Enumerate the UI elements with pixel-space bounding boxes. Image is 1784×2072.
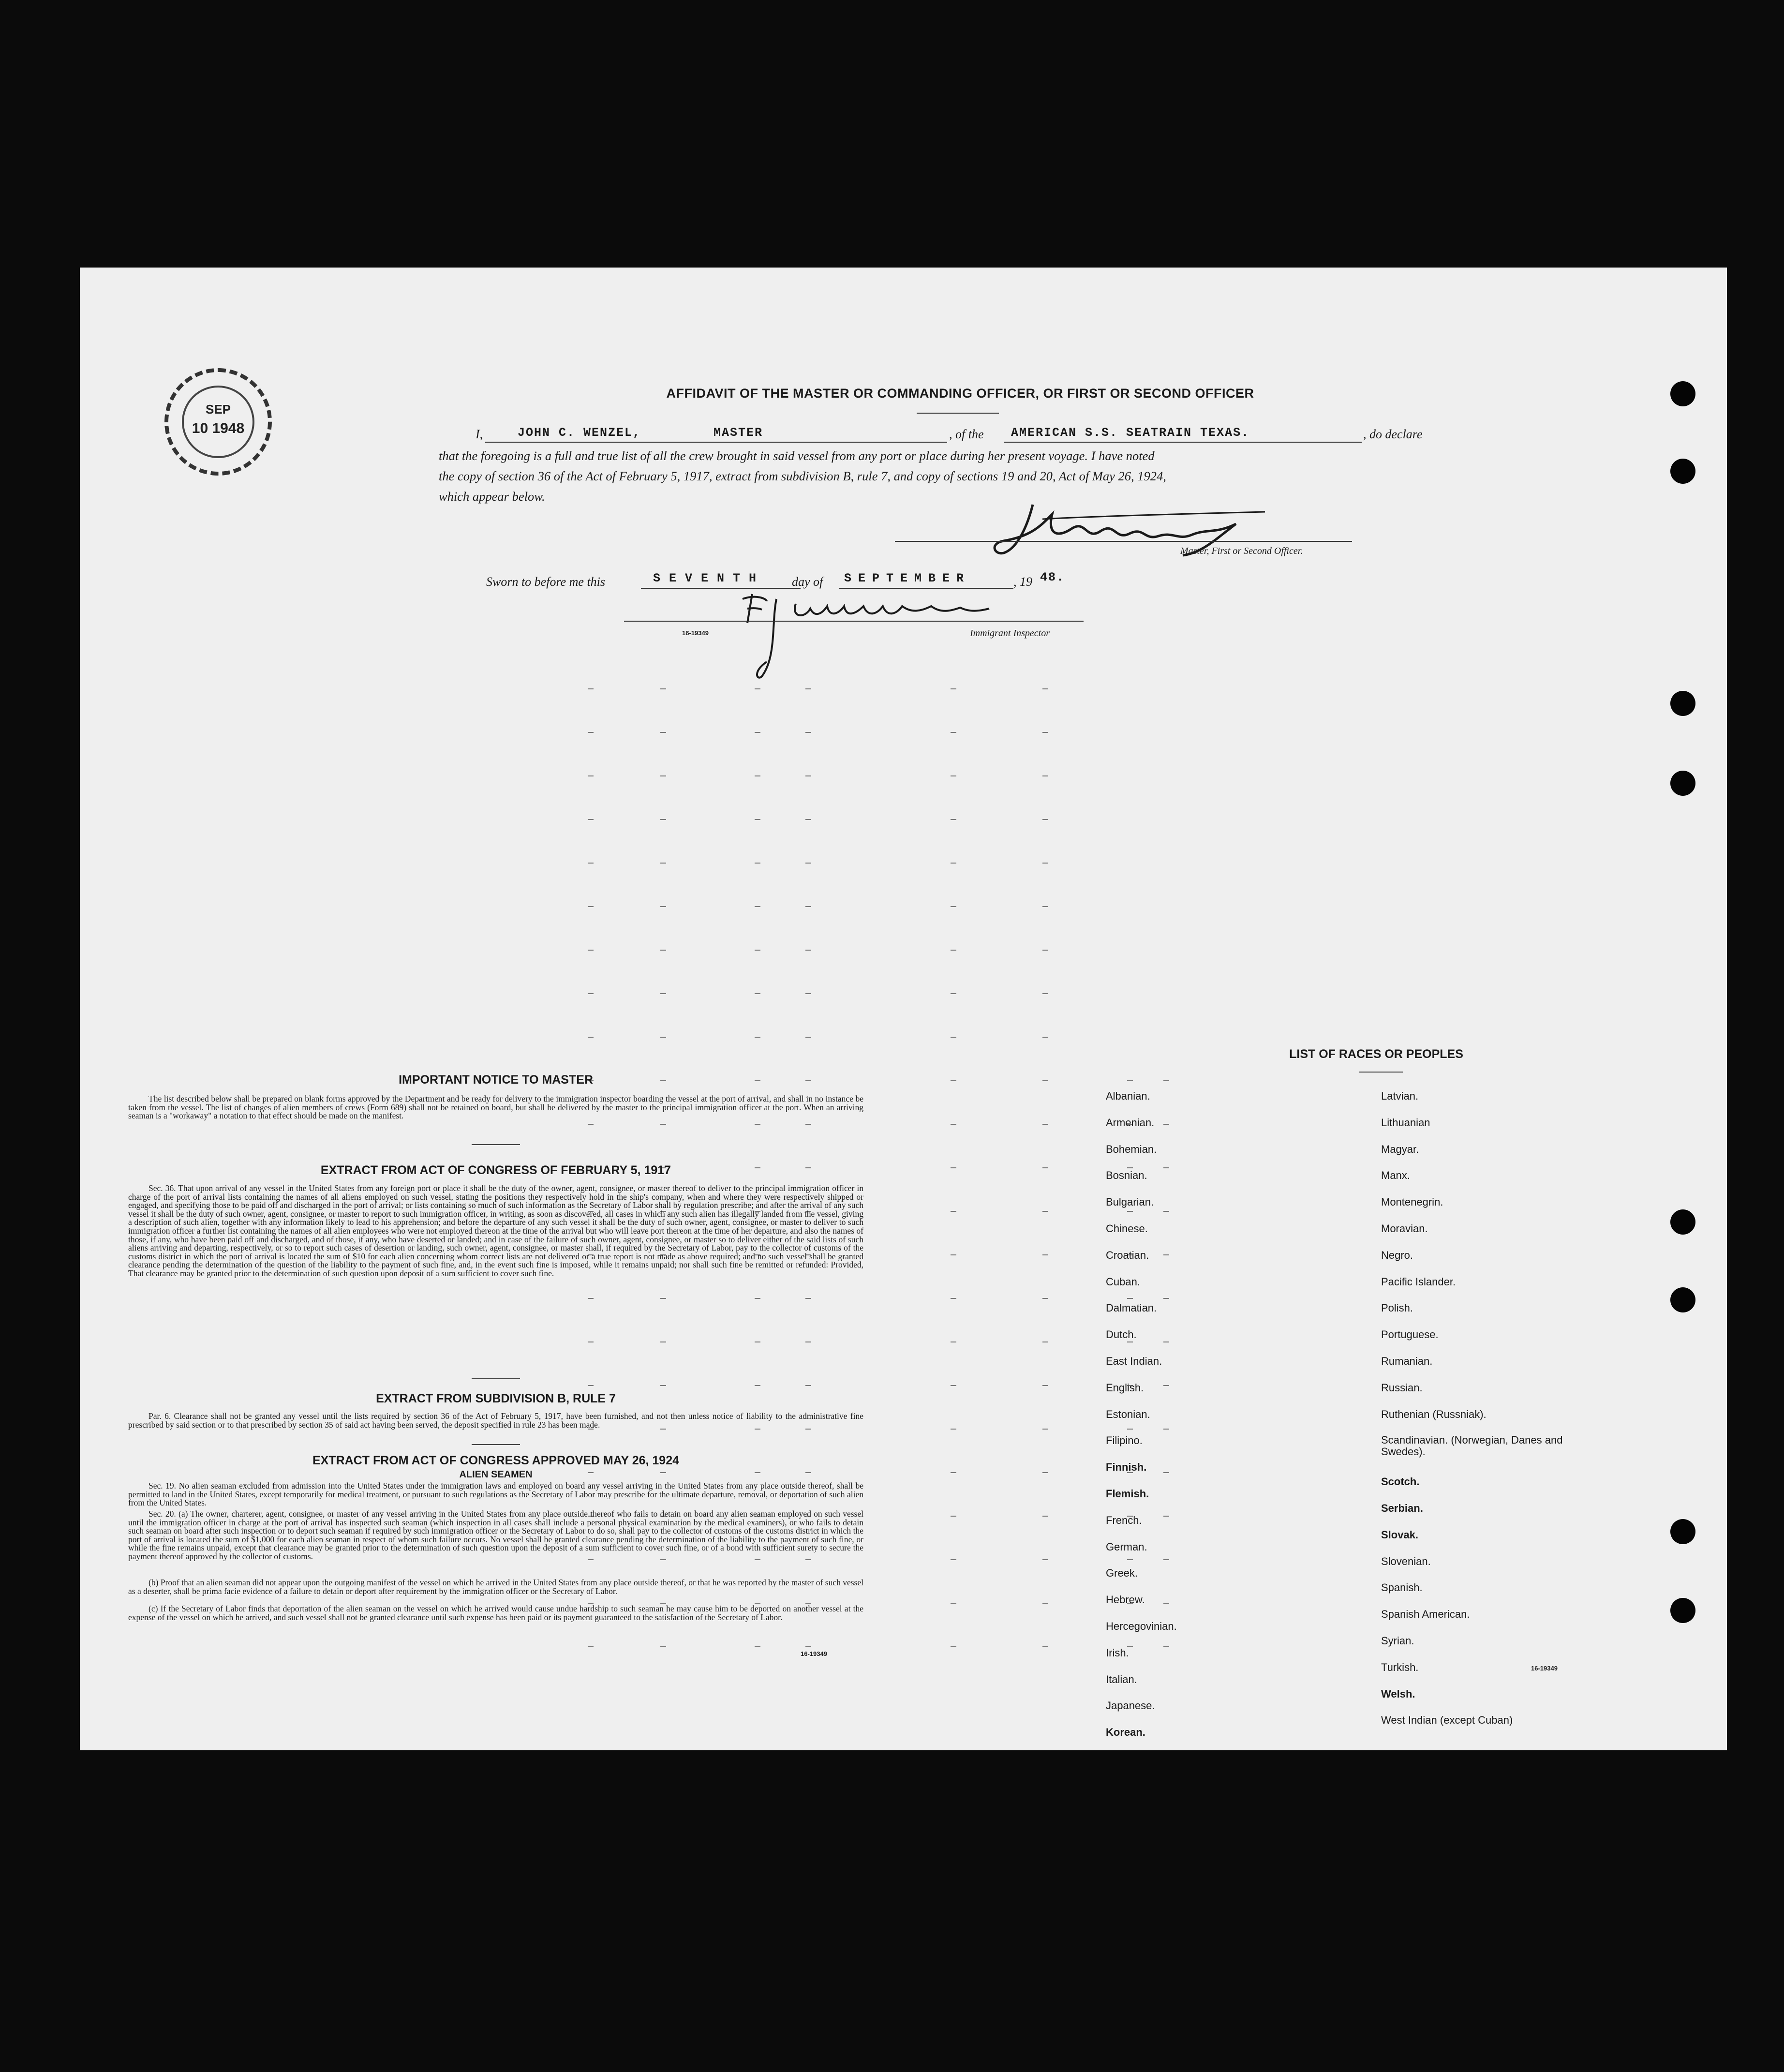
ghost-dash — [1042, 863, 1048, 864]
ghost-dash — [660, 950, 666, 951]
ghost-dash — [755, 775, 760, 776]
race-item: Ruthenian (Russniak). — [1381, 1408, 1487, 1420]
race-item: Estonian. — [1106, 1408, 1150, 1420]
race-item: Portuguese. — [1381, 1328, 1439, 1341]
ghost-dash — [660, 1385, 666, 1386]
ghost-dash — [805, 1124, 811, 1125]
race-item: Chinese. — [1106, 1222, 1148, 1235]
ghost-dash — [805, 1646, 811, 1647]
vessel-name: AMERICAN S.S. SEATRAIN TEXAS. — [1011, 426, 1250, 440]
race-item: German. — [1106, 1540, 1147, 1553]
race-item: Montenegrin. — [1381, 1196, 1443, 1208]
race-item: Bohemian. — [1106, 1143, 1157, 1155]
punch-hole — [1670, 1598, 1695, 1623]
ghost-dash — [951, 1472, 956, 1473]
race-item: Russian. — [1381, 1381, 1423, 1394]
race-item: Polish. — [1381, 1302, 1413, 1314]
race-item: Bosnian. — [1106, 1169, 1147, 1182]
ghost-dash — [1127, 1298, 1133, 1299]
ghost-dash — [1163, 1211, 1169, 1212]
ghost-dash — [951, 1080, 956, 1081]
master-signature-label: Master, First or Second Officer. — [1180, 546, 1303, 556]
ghost-dash — [1127, 1429, 1133, 1430]
ghost-dash — [1163, 1385, 1169, 1386]
ghost-dash — [1042, 1646, 1048, 1647]
ghost-dash — [588, 732, 594, 733]
ghost-dash — [660, 1124, 666, 1125]
vessel-line — [1004, 442, 1362, 443]
ghost-dash — [951, 1298, 956, 1299]
affidavit-line-3: the copy of section 36 of the Act of February 5, 1917, extract from subdivision B, rule 7, and copy of sections 19 and 20, Act of May 26, 1924, — [439, 469, 1166, 483]
ghost-dash — [588, 1037, 594, 1038]
sworn-day: SEVENTH — [653, 571, 765, 585]
extract-1924-title: EXTRACT FROM ACT OF CONGRESS APPROVED MAY 26, 1924 — [312, 1454, 680, 1467]
inspector-signature-line — [624, 621, 1084, 622]
ghost-dash — [1042, 1472, 1048, 1473]
ghost-dash — [1042, 1559, 1048, 1560]
extract-rule7-text: Par. 6. Clearance shall not be granted any vessel until the lists required by section 36 of the Act of February 5, 1917, have been furnished, and not then unless notice of liability to the administrative fine prescribed by said section or to that prescribed by section 35 of said act having been served, the deposit specified in rule 23 has been made. — [128, 1411, 863, 1430]
ghost-dash — [755, 688, 760, 689]
ghost-dash — [951, 1603, 956, 1604]
ghost-dash — [951, 1124, 956, 1125]
ghost-dash — [1127, 1167, 1133, 1168]
stamp-date: 10 1948 — [192, 420, 245, 436]
form-number-right: 16-19349 — [1531, 1665, 1558, 1672]
race-item: Syrian. — [1381, 1635, 1414, 1647]
punch-hole — [1670, 1519, 1695, 1544]
races-title: LIST OF RACES OR PEOPLES — [1289, 1047, 1463, 1061]
ghost-dash — [805, 863, 811, 864]
ghost-dash — [660, 906, 666, 907]
ghost-dash — [1163, 1646, 1169, 1647]
ghost-dash — [588, 950, 594, 951]
master-name-line — [485, 442, 947, 443]
ghost-dash — [660, 1646, 666, 1647]
race-item: Japanese. — [1106, 1699, 1155, 1712]
ghost-dash — [951, 1429, 956, 1430]
extract-1924-sec20c: (c) If the Secretary of Labor finds that deportation of the alien seaman on the vessel on which he arrived would cause undue hardship to such seaman he may cause him to be deported on another vessel at the expense of the vessel on which he arrived, and such vessel shall not be granted clearance until such expense has been paid or its payment guaranteed to the satisfaction of the Secretary of Labor. — [128, 1604, 863, 1622]
ghost-dash — [588, 993, 594, 994]
ghost-dash — [1127, 1080, 1133, 1081]
races-rule — [1359, 1072, 1403, 1073]
punch-hole — [1670, 1209, 1695, 1235]
ghost-dash — [951, 1254, 956, 1255]
master-rank: MASTER — [714, 426, 763, 440]
do-declare-label: , do declare — [1363, 427, 1423, 441]
ghost-dash — [1042, 993, 1048, 994]
ghost-dash — [588, 819, 594, 820]
extract-1917-title: EXTRACT FROM ACT OF CONGRESS OF FEBRUARY 5, 1917 — [320, 1163, 671, 1177]
race-item: Filipino. — [1106, 1434, 1143, 1447]
ghost-dash — [805, 732, 811, 733]
race-item: Latvian. — [1381, 1090, 1419, 1102]
race-item: Dutch. — [1106, 1328, 1137, 1341]
ghost-dash — [588, 1124, 594, 1125]
manifest-page — [80, 268, 1727, 1750]
ghost-dash — [951, 732, 956, 733]
race-item: Scandinavian. (Norwegian, Danes and Swedes). — [1381, 1434, 1563, 1458]
ghost-dash — [588, 906, 594, 907]
ghost-dash — [1042, 1254, 1048, 1255]
ghost-dash — [1042, 906, 1048, 907]
race-item: Italian. — [1106, 1673, 1137, 1685]
extract-1924-sec20b: (b) Proof that an alien seaman did not appear upon the outgoing manifest of the vessel on which he arrived in the United States from any place outside thereof, or that he was reported by the master of such vessel as a deserter, shall be prima facie evidence of a failure to detain or deport after requirement by the immigration officer or the Secretary of Labor. — [128, 1578, 863, 1596]
ghost-dash — [951, 1646, 956, 1647]
ghost-dash — [1042, 1298, 1048, 1299]
affidavit-line-2: that the foregoing is a full and true list of all the crew brought in said vessel from any port or place during her present voyage. I have noted — [439, 448, 1155, 463]
race-item: Serbian. — [1381, 1502, 1423, 1514]
inspector-label: Immigrant Inspector — [970, 628, 1050, 639]
ghost-dash — [951, 1211, 956, 1212]
ghost-dash — [1163, 1167, 1169, 1168]
ghost-dash — [805, 819, 811, 820]
notice-text: The list described below shall be prepared on blank forms approved by the Department and be ready for delivery to the immigration inspector boarding the vessel at the port of arrival, and shall in no instance be taken from the vessel. The list of changes of alien members of crews (Form 689) shall not be retained on board, but shall be delivered by the master to the principal immigration officer at the port. When an arriving seaman is a "workaway" a notation to that effect should be made on the manifest. — [128, 1094, 863, 1121]
ghost-dash — [1163, 1559, 1169, 1560]
extract-rule7-title: EXTRACT FROM SUBDIVISION B, RULE 7 — [376, 1392, 616, 1405]
race-item: Turkish. — [1381, 1661, 1419, 1673]
ghost-dash — [1042, 819, 1048, 820]
ghost-dash — [1163, 1124, 1169, 1125]
sworn-month: SEPTEMBER — [844, 571, 971, 585]
race-item: Welsh. — [1381, 1687, 1415, 1700]
ghost-dash — [1163, 1080, 1169, 1081]
race-item: Cuban. — [1106, 1275, 1140, 1288]
ghost-dash — [755, 906, 760, 907]
ghost-dash — [1163, 1603, 1169, 1604]
ghost-dash — [951, 819, 956, 820]
ghost-dash — [1163, 1516, 1169, 1517]
ghost-dash — [1042, 688, 1048, 689]
race-item: Magyar. — [1381, 1143, 1419, 1155]
ghost-dash — [1042, 1385, 1048, 1386]
ghost-dash — [1042, 1124, 1048, 1125]
race-item: Rumanian. — [1381, 1355, 1433, 1367]
ghost-dash — [1042, 1211, 1048, 1212]
ghost-dash — [588, 775, 594, 776]
ghost-dash — [660, 688, 666, 689]
race-item: Albanian. — [1106, 1090, 1150, 1102]
ghost-dash — [805, 775, 811, 776]
race-item: Dalmatian. — [1106, 1302, 1157, 1314]
extract-1917-rule — [472, 1378, 520, 1379]
ghost-dash — [660, 775, 666, 776]
form-number-top: 16-19349 — [682, 629, 709, 637]
punch-hole — [1670, 691, 1695, 716]
ghost-dash — [805, 1385, 811, 1386]
race-item: Lithuanian — [1381, 1116, 1430, 1129]
race-item: West Indian (except Cuban) — [1381, 1714, 1513, 1727]
ghost-dash — [755, 863, 760, 864]
ghost-dash — [951, 950, 956, 951]
year-suffix: 48. — [1040, 570, 1065, 584]
day-of-label: day of — [792, 575, 823, 589]
ghost-dash — [660, 993, 666, 994]
ghost-dash — [805, 1298, 811, 1299]
ghost-dash — [1042, 1037, 1048, 1038]
ghost-dash — [755, 1124, 760, 1125]
ghost-dash — [660, 1298, 666, 1299]
extract-rule7-rule — [472, 1444, 520, 1445]
ghost-dash — [1163, 1472, 1169, 1473]
race-item: Greek. — [1106, 1567, 1138, 1580]
ghost-dash — [660, 732, 666, 733]
ghost-dash — [588, 1385, 594, 1386]
ghost-dash — [755, 1646, 760, 1647]
ghost-dash — [755, 1385, 760, 1386]
race-item: Manx. — [1381, 1169, 1410, 1182]
immigration-date-stamp — [164, 368, 272, 476]
ghost-dash — [951, 1385, 956, 1386]
ghost-dash — [1042, 1429, 1048, 1430]
race-item: Moravian. — [1381, 1222, 1428, 1235]
ghost-dash — [755, 732, 760, 733]
race-item: Korean. — [1106, 1726, 1145, 1739]
ghost-dash — [755, 1298, 760, 1299]
ghost-dash — [1163, 1298, 1169, 1299]
ghost-dash — [660, 1037, 666, 1038]
ghost-dash — [588, 863, 594, 864]
ghost-dash — [660, 863, 666, 864]
ghost-dash — [1127, 1211, 1133, 1212]
form-number-left: 16-19349 — [801, 1650, 827, 1657]
ghost-dash — [951, 1037, 956, 1038]
stamp-code: SEP — [205, 402, 231, 417]
ghost-dash — [951, 775, 956, 776]
ghost-dash — [1042, 950, 1048, 951]
i-label: I, — [476, 427, 483, 441]
affidavit-title: AFFIDAVIT OF THE MASTER OR COMMANDING OFFICER, OR FIRST OR SECOND OFFICER — [666, 386, 1254, 401]
ghost-dash — [1127, 1559, 1133, 1560]
ghost-dash — [1042, 1080, 1048, 1081]
punch-hole — [1670, 381, 1695, 406]
ghost-dash — [951, 993, 956, 994]
race-item: Slovak. — [1381, 1528, 1419, 1541]
extract-1917-text: Sec. 36. That upon arrival of any vessel in the United States from any foreign port or place it shall be the duty of the owner, agent, consignee, or master thereof to deliver to the principal immigration officer in charge of the port of arrival lists containing the names of all aliens employed on such vessel, stating the positions they respectively hold in the ship's company, when and where they were respectively shipped or engaged, and specifying those to be paid off and discharged in the port of arrival; or lists containing so much of such information as the Secretary of Labor shall by regulation prescribe; and after the arrival of any such vessel it shall be the duty of such owner, agent, consignee, or master to report to such immigration officer, in writing, as soon as discovered, all cases in which any such alien has illegally landed from the vessel, giving a description of such alien, together with any information likely to lead to his apprehension; and before the departure of any such vessel it shall be the duty of such owner, agent, consignee, or master to deliver to such immigration officer a further list containing the names of all alien employees who were not employed thereon at the time of the arrival but who will leave port thereon at the time of her departure, and also the names of those, if any, who have been paid off and discharged, and of those, if any, who have deserted or landed; and in case of the failure of such owner, agent, consignee, or master so to deliver either of the said lists of such aliens arriving and departing, respectively, or so to report such cases of desertion or landing, such owner, agent, consignee, or master shall, if required by the Secretary of Labor, pay to the collector of customs of the customs district in which the port of arrival is located the sum of $10 for each alien concerning whom correct lists are not delivered or a true report is not made as above required; and no such vessel shall be granted clearance pending the determination of the question of the liability to the payment of such fine, and, in the event such fine is imposed, while it remains unpaid; nor shall such fine be remitted or refunded: Provided, That clearance may be granted prior to the determination of such question upon deposit of a sum sufficient to cover such fine. — [128, 1183, 863, 1278]
ghost-dash — [1163, 1254, 1169, 1255]
extract-1924-sec19: Sec. 19. No alien seaman excluded from admission into the United States under the immigration laws and employed on board any vessel arriving in the United States from any place outside thereof, shall be permitted to land in the United States, except temporarily for medical treatment, or pursuant to such regulations as the Secretary of Labor may prescribe for the ultimate departure, removal, or deportation of such alien from the United States. — [128, 1481, 863, 1508]
affidavit-line-4: which appear below. — [439, 489, 545, 504]
race-item: Spanish American. — [1381, 1608, 1470, 1621]
race-item: Pacific Islander. — [1381, 1275, 1456, 1288]
race-item: Bulgarian. — [1106, 1196, 1154, 1208]
extract-1924-sec20a: Sec. 20. (a) The owner, charterer, agent, consignee, or master of any vessel arriving in the United States from any place outside thereof who fails to detain on board any alien seaman employed on such vessel until the immigration officer in charge at the port of arrival has inspected such seaman (which inspection in all cases shall include a personal physical examination by the medical examiners), or who fails to detain such seaman on board after such inspection or to deport such seaman if required by such immigration officer or the Secretary of Labor to do so, shall pay to the collector of customs of the customs district in which the port of arrival is located the sum of $1,000 for each alien seaman in respect of whom such failure occurs. No vessel shall be granted clearance pending the determination of the liability to the payment of such fine, or while the fine remains unpaid, except that clearance may be granted prior to the determination of such question upon the deposit of a sum sufficient to cover such fine, or of a bond with sufficient surety to secure the payment thereof approved by the collector of customs. — [128, 1509, 863, 1561]
ghost-dash — [755, 819, 760, 820]
punch-hole — [1670, 771, 1695, 796]
race-item: Hebrew. — [1106, 1594, 1145, 1606]
year-prefix: , 19 — [1013, 575, 1032, 589]
race-item: Scotch. — [1381, 1476, 1420, 1488]
ghost-dash — [588, 1646, 594, 1647]
ghost-dash — [805, 688, 811, 689]
master-name: JOHN C. WENZEL, — [518, 426, 641, 440]
race-item: Spanish. — [1381, 1581, 1423, 1594]
race-item: Irish. — [1106, 1646, 1129, 1659]
ghost-dash — [951, 688, 956, 689]
punch-hole — [1670, 459, 1695, 484]
ghost-dash — [1042, 775, 1048, 776]
ghost-dash — [951, 1516, 956, 1517]
affidavit-title-rule — [917, 413, 999, 414]
race-item: Armenian. — [1106, 1116, 1155, 1129]
ghost-dash — [805, 993, 811, 994]
ghost-dash — [660, 819, 666, 820]
race-item: Slovenian. — [1381, 1555, 1431, 1567]
race-item: French. — [1106, 1514, 1142, 1526]
ghost-dash — [755, 950, 760, 951]
race-item: Flemish. — [1106, 1488, 1149, 1500]
ghost-dash — [755, 1037, 760, 1038]
ghost-dash — [588, 688, 594, 689]
ghost-dash — [1163, 1429, 1169, 1430]
of-the-label: , of the — [949, 427, 984, 441]
ghost-dash — [755, 993, 760, 994]
notice-title: IMPORTANT NOTICE TO MASTER — [399, 1073, 593, 1087]
sworn-label: Sworn to before me this — [486, 575, 606, 589]
race-item: English. — [1106, 1381, 1144, 1394]
ghost-dash — [805, 906, 811, 907]
ghost-dash — [951, 1559, 956, 1560]
ghost-dash — [1042, 732, 1048, 733]
ghost-dash — [805, 1037, 811, 1038]
notice-rule — [472, 1144, 520, 1145]
ghost-dash — [951, 1167, 956, 1168]
race-item: Hercegovinian. — [1106, 1620, 1177, 1632]
ghost-dash — [1042, 1603, 1048, 1604]
ghost-dash — [951, 906, 956, 907]
punch-hole — [1670, 1287, 1695, 1312]
extract-1924-subtitle: ALIEN SEAMEN — [459, 1469, 533, 1480]
race-item: Negro. — [1381, 1249, 1413, 1261]
race-item: Croatian. — [1106, 1249, 1149, 1261]
master-signature-line — [895, 541, 1352, 542]
ghost-dash — [588, 1298, 594, 1299]
ghost-dash — [951, 863, 956, 864]
race-item: East Indian. — [1106, 1355, 1162, 1367]
ghost-dash — [1042, 1516, 1048, 1517]
race-item: Finnish. — [1106, 1461, 1147, 1474]
ghost-dash — [805, 950, 811, 951]
ghost-dash — [1042, 1167, 1048, 1168]
